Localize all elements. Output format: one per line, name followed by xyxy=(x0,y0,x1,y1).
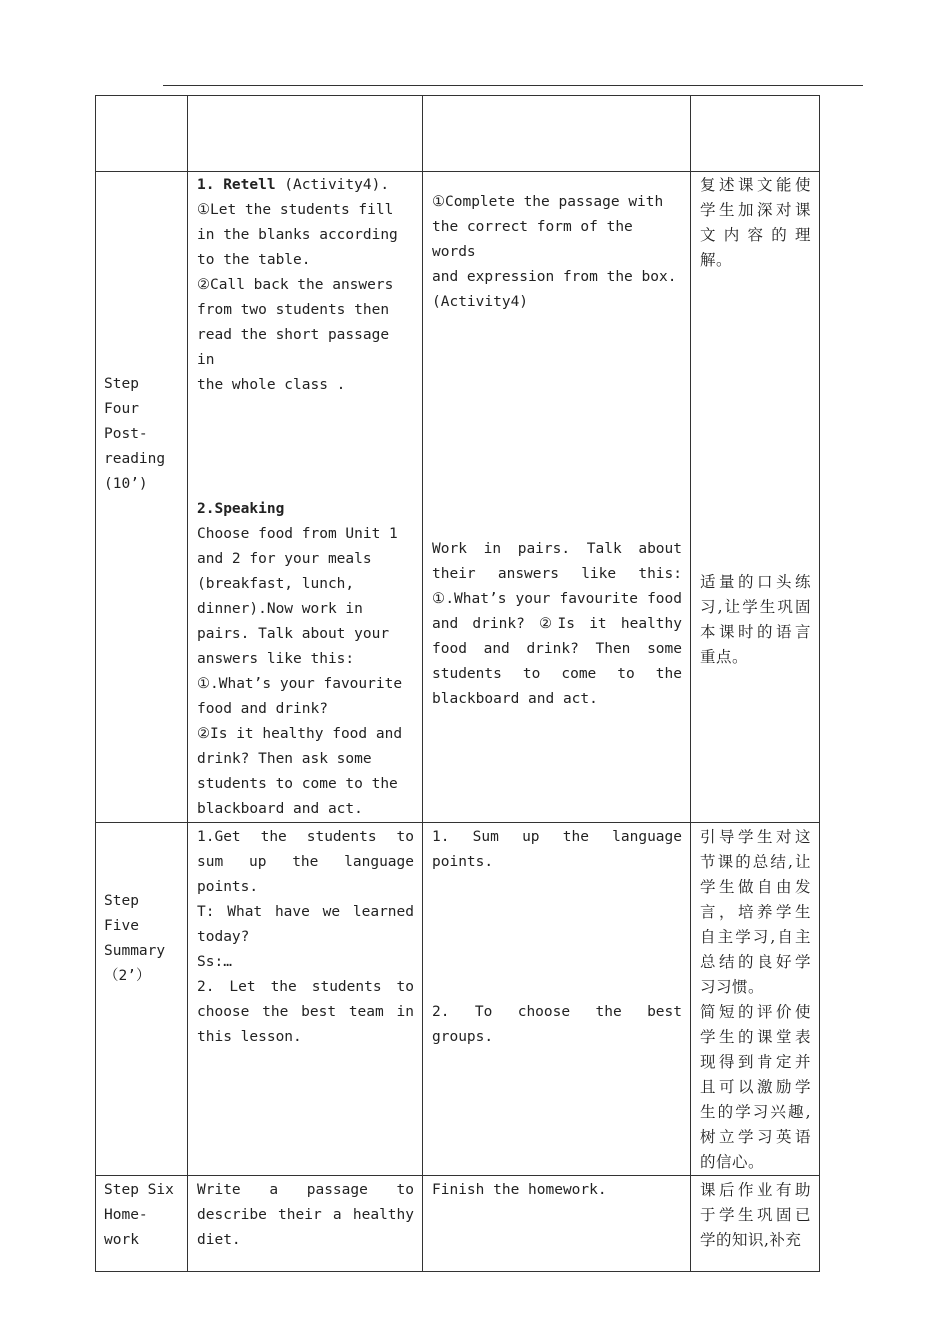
retell-line: the whole class . xyxy=(197,377,346,393)
speaking-student-text: Work in pairs. Talk about their answers like this: ①.What’s your favourite food and drink? ②Is it healthy food and drink? Then some students to come to the blackboard and act. xyxy=(432,541,682,707)
purpose-cell xyxy=(691,1176,820,1272)
lesson-plan-table xyxy=(95,95,820,1272)
step-label-line: Step xyxy=(104,376,139,392)
retell-student-line: the correct form of the words xyxy=(432,219,633,260)
speaking-line: ②Is it healthy food and xyxy=(197,726,403,742)
purpose-cell xyxy=(691,823,820,1176)
step-label-line: Step Six xyxy=(104,1182,174,1198)
step-label-line: Summary xyxy=(104,943,166,959)
student-activity-cell xyxy=(423,823,691,1176)
speaking-line: answers like this: xyxy=(197,651,355,667)
student-activity-cell xyxy=(423,1176,691,1272)
speaking-line: dinner).Now work in xyxy=(197,601,363,617)
speaking-line: pairs. Talk about your xyxy=(197,626,390,642)
purpose-cell xyxy=(691,172,820,823)
step-label-line: Step xyxy=(104,893,139,909)
empty-cell xyxy=(96,96,188,172)
speaking-heading: 2.Speaking xyxy=(197,501,285,517)
table-row-step-five xyxy=(96,823,820,1176)
step-label-line: Post- xyxy=(104,426,148,442)
summary-teacher-2: T: What have we learned today? xyxy=(197,904,414,945)
step-label-line: Four xyxy=(104,401,139,417)
retell-line: from two students then xyxy=(197,302,390,318)
speaking-purpose: 适量的口头练习,让学生巩固本课时的语言重点。 xyxy=(700,573,811,666)
homework-student: Finish the homework. xyxy=(432,1182,607,1198)
teacher-activity-cell xyxy=(188,823,423,1176)
step-label-line: （2’） xyxy=(104,968,151,984)
summary-student-2: 2. To choose the best groups. xyxy=(432,1004,682,1045)
summary-teacher-4: 2. Let the students to choose the best team in this lesson. xyxy=(197,979,414,1045)
speaking-line: ①.What’s your favourite xyxy=(197,676,403,692)
retell-heading: 1. Retell (Activity4). xyxy=(197,177,390,193)
summary-teacher-3: Ss:… xyxy=(197,954,232,970)
step-four-label-cell xyxy=(96,172,188,823)
retell-line: read the short passage in xyxy=(197,327,390,368)
homework-purpose: 课后作业有助于学生巩固已学的知识,补充 xyxy=(700,1181,811,1249)
retell-line: ①Let the students fill xyxy=(197,202,394,218)
student-activity-cell xyxy=(423,172,691,823)
header-rule xyxy=(163,85,863,86)
table-row-step-four xyxy=(96,172,820,823)
step-five-label-cell xyxy=(96,823,188,1176)
step-six-label-cell xyxy=(96,1176,188,1272)
step-label-line: work xyxy=(104,1232,139,1248)
speaking-line: (breakfast, lunch, xyxy=(197,576,355,592)
speaking-line: Choose food from Unit 1 xyxy=(197,526,398,542)
retell-student-line: ①Complete the passage with xyxy=(432,194,664,210)
step-label-line: (10’) xyxy=(104,476,148,492)
step-label-line: Five xyxy=(104,918,139,934)
table-row-empty xyxy=(96,96,820,172)
summary-student-1: 1. Sum up the language points. xyxy=(432,829,682,870)
retell-purpose: 复述课文能使学生加深对课文内容的理解。 xyxy=(700,176,811,269)
retell-line: in the blanks according xyxy=(197,227,398,243)
retell-line: to the table. xyxy=(197,252,311,268)
step-label-line: Home- xyxy=(104,1207,148,1223)
retell-line: ②Call back the answers xyxy=(197,277,394,293)
step-label-line: reading xyxy=(104,451,166,467)
retell-student-line: and expression from the box. xyxy=(432,269,677,285)
summary-purpose-2: 简短的评价使学生的课堂表现得到肯定并且可以激励学生的学习兴趣,树立学习英语的信心。 xyxy=(700,1003,811,1171)
teacher-activity-cell xyxy=(188,172,423,823)
empty-cell xyxy=(188,96,423,172)
speaking-line: students to come to the xyxy=(197,776,398,792)
table-row-step-six xyxy=(96,1176,820,1272)
empty-cell xyxy=(423,96,691,172)
teacher-activity-cell xyxy=(188,1176,423,1272)
empty-cell xyxy=(691,96,820,172)
summary-purpose-1: 引导学生对这节课的总结,让学生做自由发言，培养学生自主学习,自主总结的良好学习习惯。 xyxy=(700,828,811,996)
homework-teacher: Write a passage to describe their a healthy diet. xyxy=(197,1182,414,1248)
speaking-line: blackboard and act. xyxy=(197,801,363,817)
speaking-line: food and drink? xyxy=(197,701,328,717)
speaking-line: and 2 for your meals xyxy=(197,551,372,567)
speaking-line: drink? Then ask some xyxy=(197,751,372,767)
retell-student-line: (Activity4) xyxy=(432,294,529,310)
summary-teacher-1: 1.Get the students to sum up the language points. xyxy=(197,829,414,895)
